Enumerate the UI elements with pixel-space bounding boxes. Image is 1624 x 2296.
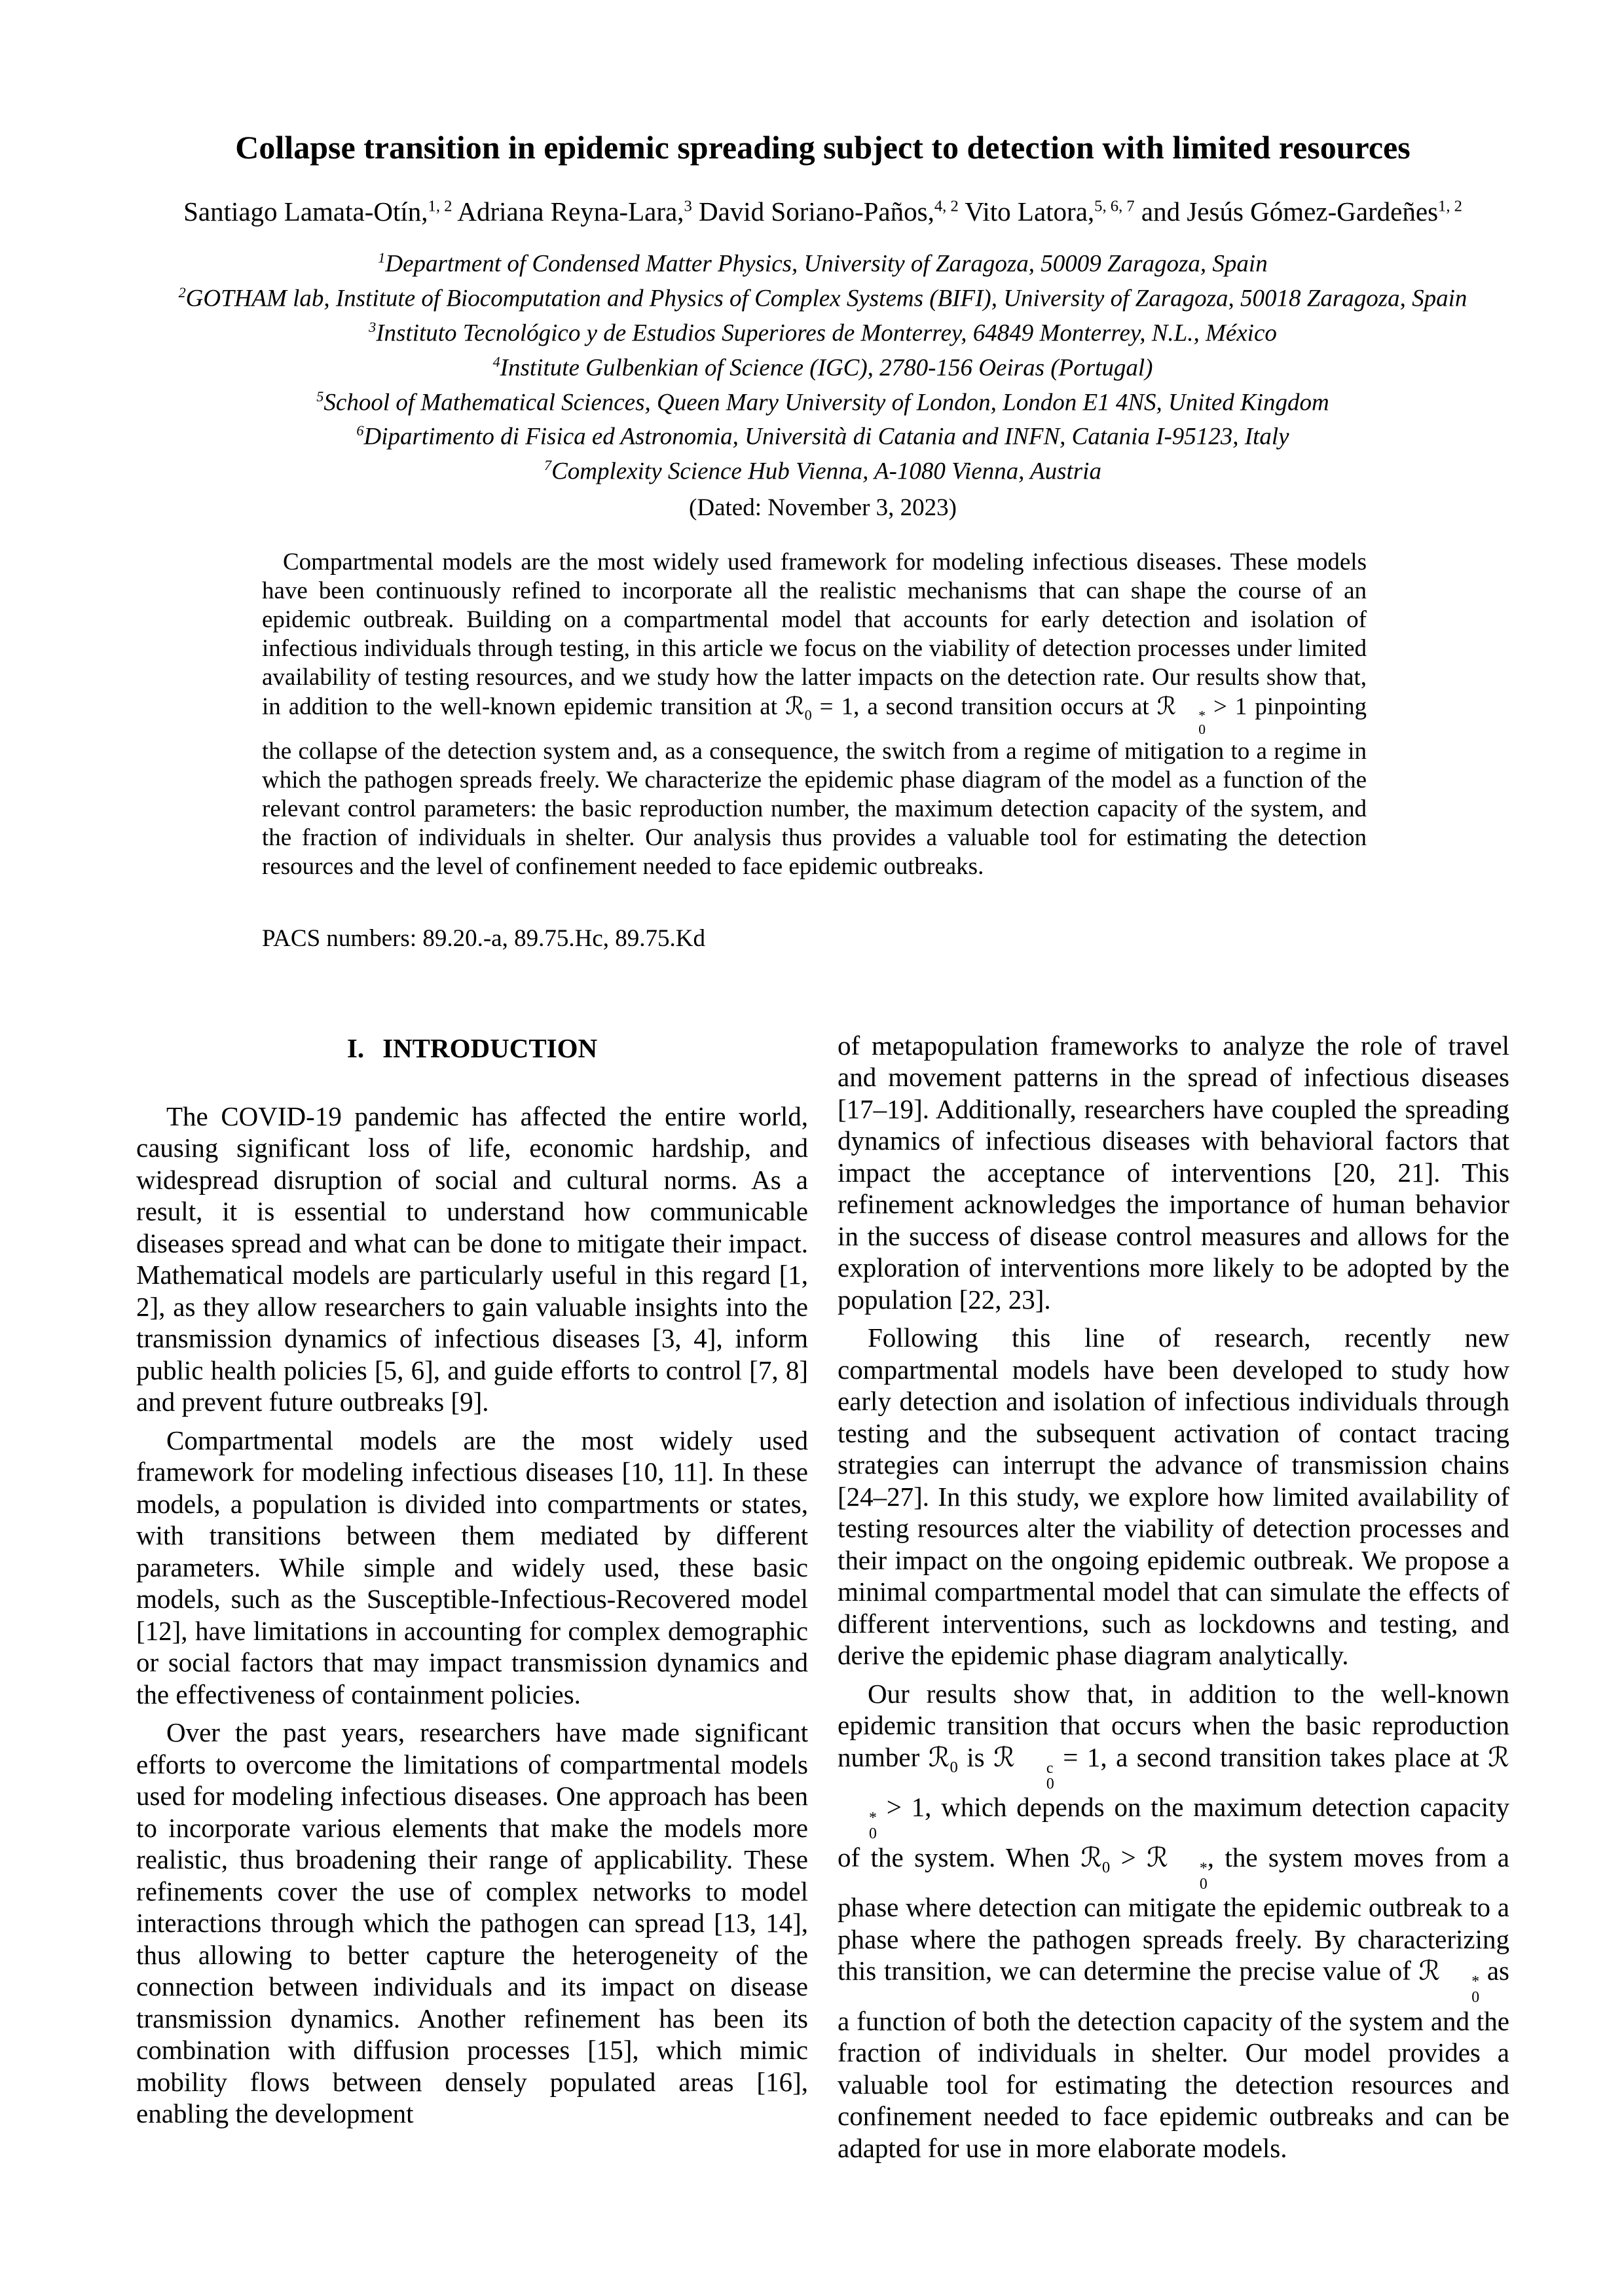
body-paragraph: The COVID-19 pandemic has affected the entire world, causing significant loss of life, economic hardship, and widespread disruption of social and cultural norms. As a result, it is essential to understand how communicable diseases spread and what can be done to mitigate their impact. Mathematical models are particularly useful in this regard [1, 2], as they allow researchers to gain valuable insights into the transmission dynamics of infectious diseases [3, 4], inform public health policies [5, 6], and guide efforts to control [7, 8] and prevent future outbreaks [9]. [136, 1101, 808, 1417]
pacs-line: PACS numbers: 89.20.-a, 89.75.Hc, 89.75.Kd [262, 924, 705, 952]
affiliation-line: $^4$Institute Gulbenkian of Science (IGC), 2780-156 Oeiras (Portugal) [492, 353, 1153, 381]
left-column-paragraphs [136, 1101, 808, 2130]
section-number: I. [346, 1032, 365, 1063]
body-paragraph: of metapopulation frameworks to analyze the role of travel and movement patterns in the spread of infectious diseases [17–19]. Additionally, researchers have coupled the spreading dynamics of infectious diseases with behavioral factors that impact the acceptance of interventions [20, 21]. This refinement acknowledges the importance of human behavior in the success of disease control measures and allows for the exploration of interventions more likely to be adopted by the population [22, 23]. [838, 1030, 1509, 1315]
left-column [136, 1030, 808, 2171]
abstract-text: Compartmental models are the most widely used framework for modeling infectious diseases. These models have been continuously refined to incorporate all the realistic mechanisms that can shape the course of an epidemic outbreak. Building on a compartmental model that accounts for early detection and isolation of infectious individuals through testing, in this article we focus on the viability of detection processes under limited availability of testing resources, and we study how the latter impacts on the detection rate. Our results show that, in addition to the well-known epidemic transition at ℛ$_0$ = 1, a second transition occurs at ℛ * 0 > 1 pinpointing the collapse of the detection system and, as a consequence, the switch from a regime of mitigation to a regime in which the pathogen spreads freely. We characterize the epidemic phase diagram of the model as a function of the relevant control parameters: the basic reproduction number, the maximum detection capacity of the system, and the fraction of individuals in shelter. Our analysis thus provides a valuable tool for estimating the detection resources and the level of confinement needed to face epidemic outbreaks. [262, 548, 1367, 880]
body-columns [136, 1030, 1509, 2171]
affiliation-line: $^2$GOTHAM lab, Institute of Biocomputation and Physics of Complex Systems (BIFI), University of Zaragoza, 50018 Zaragoza, Spain [178, 284, 1467, 312]
right-column-paragraphs [838, 1030, 1509, 2164]
affiliations-list [136, 244, 1509, 486]
affiliation-line: $^6$Dipartimento di Fisica ed Astronomia, Università di Catania and INFN, Catania I-95123, Italy [356, 422, 1289, 450]
affiliation-line: $^7$Complexity Science Hub Vienna, A-1080 Vienna, Austria [544, 457, 1101, 485]
body-paragraph: Over the past years, researchers have made significant efforts to overcome the limitations of compartmental models used for modeling infectious diseases. One approach has been to incorporate various elements that make the models more realistic, thus broadening their range of applicability. These refinements cover the use of complex networks to model interactions through which the pathogen can spread [13, 14], thus allowing to better capture the heterogeneity of the connection between individuals and its impact on disease transmission dynamics. Another refinement has been its combination with diffusion processes [15], which mimic mobility flows between densely populated areas [16], enabling the development [136, 1717, 808, 2129]
affiliation-line: $^5$School of Mathematical Sciences, Queen Mary University of London, London E1 4NS, United Kingdom [316, 388, 1329, 416]
date-line: (Dated: November 3, 2023) [689, 494, 957, 521]
section-heading-introduction [136, 1032, 808, 1064]
section-title: INTRODUCTION [382, 1032, 598, 1063]
affiliation-line: $^1$Department of Condensed Matter Physics, University of Zaragoza, 50009 Zaragoza, Spain [378, 249, 1268, 278]
authors-line: Santiago Lamata-Otín,$^{1, 2}$ Adriana Reyna-Lara,$^3$ David Soriano-Paños,$^{4, 2}$ Vito Latora,$^{5, 6, 7}$ and Jesús Gómez-Gardeñes$^{1, 2}$ [183, 196, 1462, 227]
body-paragraph: Following this line of research, recently new compartmental models have been developed to study how early detection and isolation of infectious individuals through testing and the subsequent activation of contact tracing strategies can interrupt the advance of transmission chains [24–27]. In this study, we explore how limited availability of testing resources alter the viability of detection processes and their impact on the ongoing epidemic outbreak. We propose a minimal compartmental model that can simulate the effects of different interventions, such as lockdowns and testing, and derive the epidemic phase diagram analytically. [838, 1322, 1509, 1671]
affiliation-line: $^3$Instituto Tecnológico y de Estudios Superiores de Monterrey, 64849 Monterrey, N.L., México [369, 318, 1277, 347]
body-paragraph: Compartmental models are the most widely used framework for modeling infectious diseases [10, 11]. In these models, a population is divided into compartments or states, with transitions between them mediated by different parameters. While simple and widely used, these basic models, such as the Susceptible-Infectious-Recovered model [12], have limitations in accounting for complex demographic or social factors that may impact transmission dynamics and the effectiveness of containment policies. [136, 1425, 808, 1709]
body-paragraph: Our results show that, in addition to the well-known epidemic transition that occurs when the basic reproduction number ℛ$_0$ is ℛ c 0 = 1, a second transition takes place at ℛ * 0 > 1, which depends on the maximum detection capacity of the system. When ℛ$_0$ > ℛ * 0 , the system moves from a phase where detection can mitigate the epidemic outbreak to a phase where the pathogen spreads freely. By characterizing this transition, we can determine the precise value of ℛ * 0 as a function of both the detection capacity of the system and the fraction of individuals in shelter. Our model provides a valuable tool for estimating the detection resources and confinement needed to face epidemic outbreaks and can be adapted for use in more elaborate models. [838, 1678, 1509, 2163]
paper-title: Collapse transition in epidemic spreading subject to detection with limited resources [235, 129, 1411, 166]
right-column [838, 1030, 1509, 2171]
